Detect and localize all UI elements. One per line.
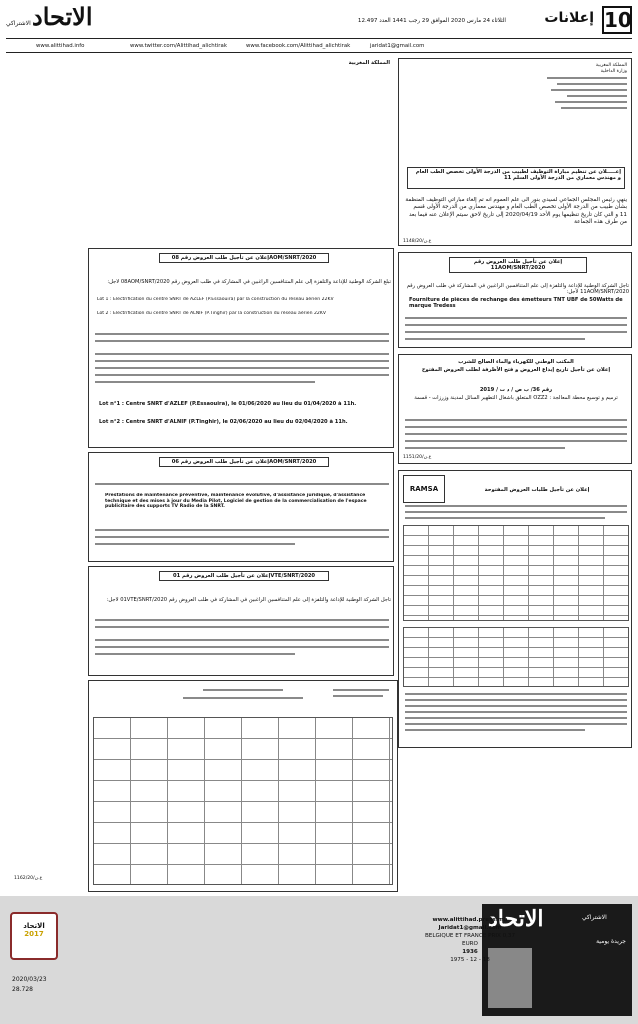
procurement-table-grid [93,717,393,885]
onep-ref: رقم 36/ ب ص / د ت / 2019 [479,387,553,393]
ad-08aom-title: إعلان عن تأجيل طلب العروض رقم 08AOM/SNRT/2020 [159,253,329,263]
ad-onee-water [398,354,632,464]
ad-11aom-title: إعلان عن تأجيل طلب العروض رقم 11AOM/SNRT/2020 [449,257,587,273]
ad-doctor-body: ينهي رئيس المجلس الجماعي لسيدي بنور الى علم العموم أنه تم إلغاء مباراتي التوظيف المنظمة بشأن طبيب من الدرجة الأولى تخصص الطب العام و مهندس معماري من الدرجة الأولى قسم 11 و التي كان تاريخ تنظيمها يوم الأحد 2020/04/19 إلى تاريخ لاحق سيتم الإعلان عنه فيما بعد من طرف هذه الجماعة [405,197,627,226]
footer-years: 1975 - 12 - 18 [450,957,490,963]
footer-site[interactable]: www.alittihad.press.ma [432,917,508,923]
ad-snrt-11aom [398,252,632,348]
social-links-bar [6,41,436,51]
ad-11aom-subject: Fourniture de pièces de rechange des émetteurs TNT UBF de 50Watts de marque Tredess [409,297,623,310]
ramsa-logo: RAMSA [403,475,445,503]
ramsa-table-1 [403,525,629,621]
footer-date: 2020/03/23 [12,976,47,983]
ad-doctor-recruitment [398,58,632,246]
ad-ref: ع.ن/1148/20 [403,239,432,244]
footer-logo: الاتحاد [488,906,544,932]
ad-snrt-06aom [88,452,394,562]
ad-08aom-visit2: Lot n°2 : Centre SNRT d'ALNIF (P.Tinghir), le 02/06/2020 au lieu du 02/04/2020 à 11h. [99,419,348,425]
ad-doctor-title: إعـــــلان عن تنظيم مباراة التوظيف لطبيب من الدرجة الأولى تخصص الطب العام و مهندس معماري من الدرجة الأولى السلم 11 [407,167,625,189]
ad-procurement-table [88,680,398,892]
ad-06aom-title: إعلان عن تأجيل طلب العروض رقم 06AOM/SNRT/2020 [159,457,329,467]
header-rule [6,38,632,39]
onep-subject: المتعلق بأشغال التطهير السائل لمدينة وزرزات - قسمة OZZ2 : ترميم و توسيع محطة المعالجة [414,395,618,401]
section-title: إعلانات [544,10,594,26]
footer-number: 28.728 [12,986,33,993]
footer-prices: BELGIQUE ET FRANCE PRIX 0,37 EURO [424,933,516,947]
footer-text-cols [84,904,414,1016]
ad-01vte-lead: تأجل الشركة الوطنية للإذاعة والتلفزة إلى علم المتنافسين الراغبين في المشاركة في طلب العروض رقم 01VTE/SNRT/2020 لأجل: [106,597,391,603]
footer-founded: 1936 [462,949,478,955]
twitter-link[interactable]: www.twitter.com/Alittihad_alichtirak [130,43,227,49]
ad-snrt-01vte [88,566,394,676]
ad-06aom-subject: Prestations de maintenance préventive, maintenance évolutive, d'assistance juridique, d'assistance technique et des mises à jour du Media Pilot, Logiciel de gestion de la commercialisation de l'espace publicitaire des supports TV Radio de la SNRT. [105,493,367,510]
ad-08aom-lot1: Lot 1 : Electrification du centre SNRT de AZLEF (P.Essaouira) par la construction du réseau aérien 22KV [97,297,334,302]
ad-snrt-08aom [88,248,394,448]
ramsa-title: إعلان عن تأجيل طلبات العروض المفتوحة [484,487,590,493]
footer-daily: جريدة يومية [596,938,626,945]
ad-ref-2: ع.ن/1151/20 [403,455,432,460]
ad-ref-3: ع.ن/1162/20 [14,876,43,881]
issue-date-line: الثلاثاء 24 مارس 2020 الموافق 29 رجب 1441 العدد 12.497 [357,18,506,24]
ad-ramsa [398,470,632,748]
footer-logo-sub: الاشتراكي [582,914,607,921]
email-link[interactable]: jaridat1@gmail.com [370,43,425,49]
footer-info-box [420,916,520,1012]
footer-email[interactable]: Jaridat1@gmail.com [438,925,502,931]
footer [0,896,638,1024]
ad-08aom-lead: تبلغ الشركة الوطنية للإذاعة والتلفزة إلى علم المتنافسين الراغبين في المشاركة في طلب العروض رقم 08AOM/SNRT/2020 لأجل: [107,279,391,285]
ad-header-kingdom: المملكة المغربية وزارة الداخلية [595,63,627,74]
header-bar [6,2,632,36]
masthead-logo: الاتحاد الاشتراكي [6,2,93,31]
website-link[interactable]: www.alittihad.info [36,43,85,49]
ad-11aom-lead: تأجل الشركة الوطنية للإذاعة والتلفزة إلى علم المتنافسين الراغبين في المشاركة في طلب العروض رقم 11AOM/SNRT/2020 لأجل: [406,283,629,296]
onep-sub: إعلان عن تأجيل تاريخ إيداع العروض و فتح الأظرفة لطلب العروض المفتوح [421,367,611,373]
header-rule-2 [6,52,632,53]
ad-08aom-visit1: Lot n°1 : Centre SNRT d'AZLEF (P.Essaouira), le 01/06/2020 au lieu du 01/04/2020 à 11h. [99,401,357,407]
footer-stamp: الاتحاد 2017 [10,912,58,960]
ad-01vte-title: إعلان عن تأجيل طلب العروض رقم 01VTE/SNRT/2020 [159,571,329,581]
facebook-link[interactable]: www.facebook.com/Alittihad_alichtirak [246,43,351,49]
table-header-block [93,685,393,713]
onep-title: المكتب الوطني للكهرباء والماء الصالح للشرب [458,359,574,365]
page-number-box: 10 [604,8,632,32]
left-text-col [6,248,84,884]
ramsa-table-2 [403,627,629,687]
ad-08aom-lot2: Lot 2 : Electrification du centre SNRT de ALNIF (P.Tinghir) par la construction du réseau aérien 22KV [97,311,327,316]
announcements-text-block [6,58,394,244]
left-ad-kingdom: المملكة المغربية [348,60,390,66]
